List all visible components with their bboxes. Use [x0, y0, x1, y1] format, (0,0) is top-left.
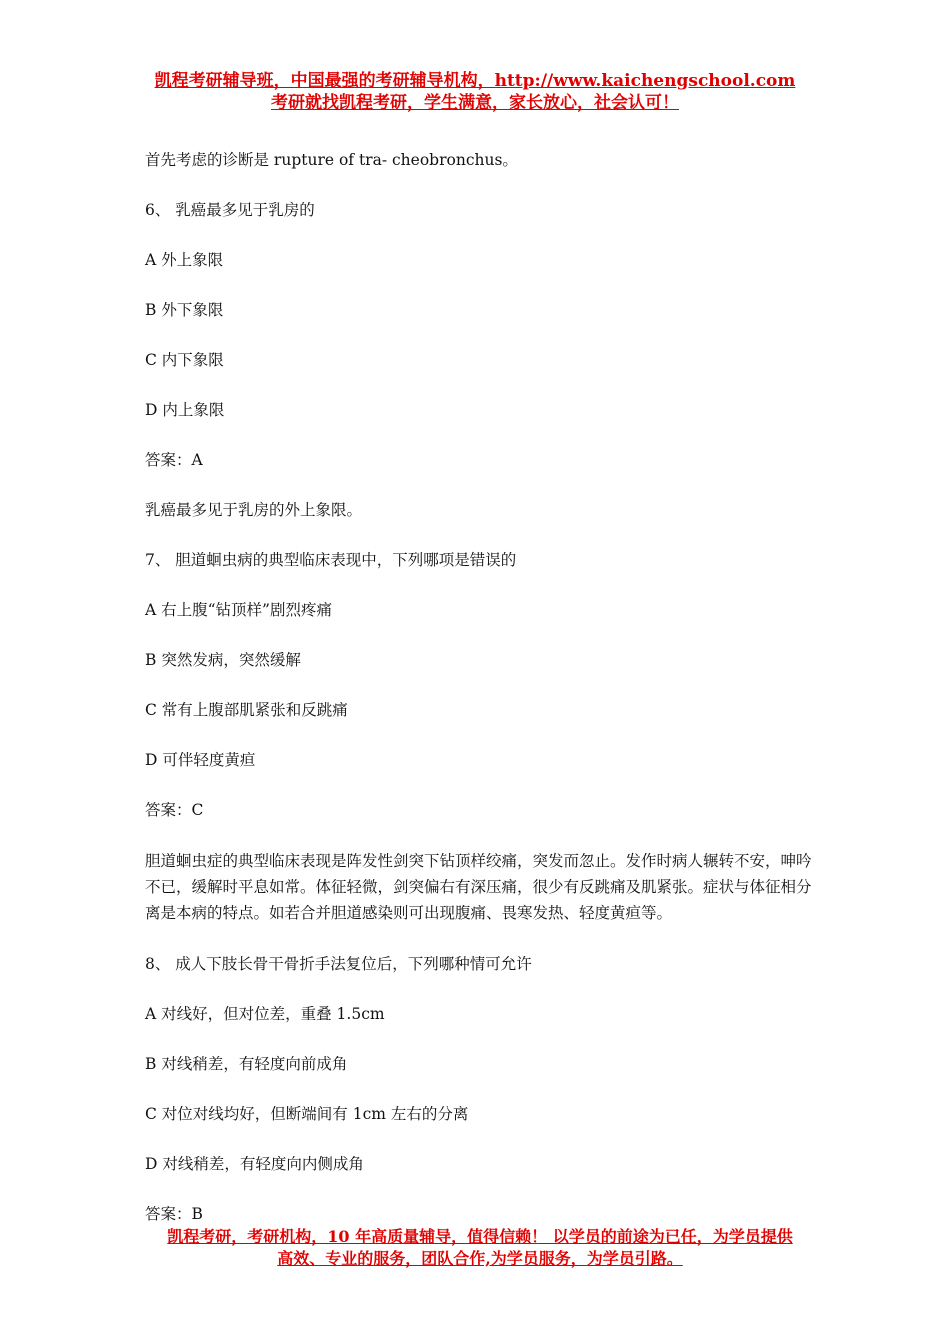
- q6-option-a: A 外上象限: [145, 251, 224, 269]
- q7-option-a: A 右上腹“钻顶样”剧烈疼痛: [145, 601, 332, 619]
- document-body: [145, 148, 815, 1226]
- q6-explanation: 乳癌最多见于乳房的外上象限。: [145, 501, 363, 519]
- q8-option-b: B 对线稍差，有轻度向前成角: [145, 1055, 348, 1073]
- q7-option-b: B 突然发病，突然缓解: [145, 651, 301, 669]
- question-8: 8、 成人下肢长骨干骨折手法复位后，下列哪种情可允许: [145, 955, 532, 973]
- q6-option-b: B 外下象限: [145, 301, 224, 319]
- header-line-2: 考研就找凯程考研，学生满意，家长放心，社会认可！: [271, 93, 679, 113]
- q6-option-c: C 内下象限: [145, 351, 224, 369]
- q8-option-a: A 对线好，但对位差，重叠 1.5cm: [145, 1005, 385, 1023]
- q7-option-c: C 常有上腹部肌紧张和反跳痛: [145, 701, 348, 719]
- q7-option-d: D 可伴轻度黄疸: [145, 751, 256, 769]
- page-header: [0, 70, 950, 114]
- question-6: 6、 乳癌最多见于乳房的: [145, 201, 315, 219]
- page-footer: [145, 1226, 815, 1270]
- q8-answer: 答案：B: [145, 1205, 203, 1223]
- q7-explanation: 胆道蛔虫症的典型临床表现是阵发性剑突下钻顶样绞痛，突发而忽止。发作时病人辗转不安，呻吟不已，缓解时平息如常。体征轻微，剑突偏右有深压痛，很少有反跳痛及肌紧张。症状与体征相分离是本病的特点。如若合并胆道感染则可出现腹痛、畏寒发热、轻度黄疸等。: [145, 852, 812, 922]
- q8-option-d: D 对线稍差，有轻度向内侧成角: [145, 1155, 364, 1173]
- q7-answer: 答案：C: [145, 801, 204, 819]
- q6-option-d: D 内上象限: [145, 401, 225, 419]
- q8-option-c: C 对位对线均好，但断端间有 1cm 左右的分离: [145, 1105, 469, 1123]
- question-7: 7、 胆道蛔虫病的典型临床表现中，下列哪项是错误的: [145, 551, 517, 569]
- q6-answer: 答案：A: [145, 451, 203, 469]
- header-line-1: 凯程考研辅导班，中国最强的考研辅导机构，http://www.kaichengschool.com: [154, 71, 796, 91]
- paragraph-diagnosis: 首先考虑的诊断是 rupture of tra- cheobronchus。: [145, 151, 518, 169]
- footer-line-1: 凯程考研，考研机构，10 年高质量辅导，值得信赖！ 以学员的前途为已任，为学员提供: [167, 1227, 793, 1246]
- footer-line-2: 高效、专业的服务，团队合作,为学员服务，为学员引路。: [277, 1249, 683, 1268]
